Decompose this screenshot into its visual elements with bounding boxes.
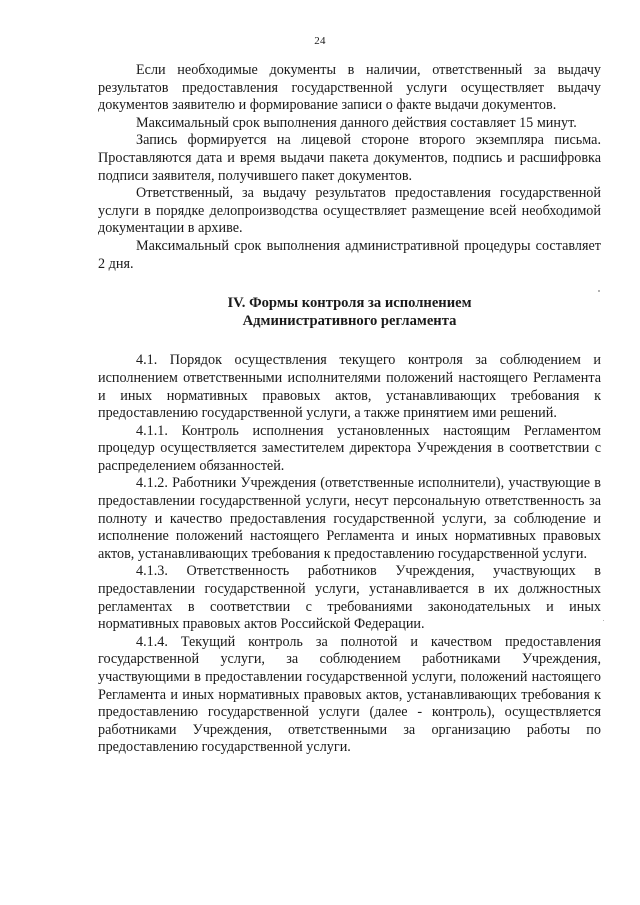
paragraph-4-1-4: 4.1.4. Текущий контроль за полнотой и качеством предоставления государственной услуги, за соблюдением работниками Учреждения, участвующими в предоставлении государственной услуги, положений настоящего Регламента и иных нормативных правовых актов, устанавливающих требования к предоставлению государственной услуги (далее - контроль), осуществляется работниками Учреждения, ответственными за организацию работы по предоставлению государственной услуги.: [98, 633, 601, 756]
paragraph-document-issue: Если необходимые документы в наличии, ответственный за выдачу результатов предоставления государственной услуги осуществляет выдачу документов заявителю и формирование записи о факте выдачи документов.: [98, 62, 601, 114]
paragraph-record-entry: Запись формируется на лицевой стороне второго экземпляра письма. Проставляются дата и время выдачи пакета документов, подпись и расшифровка подписи заявителя, получившего пакет документов.: [98, 132, 601, 184]
paragraph-issue-time-limit: Максимальный срок выполнения данного действия составляет 15 минут.: [136, 114, 577, 131]
paragraph-4-1-2: 4.1.2. Работники Учреждения (ответственные исполнители), участвующие в предоставлении государственной услуги, несут персональную ответственность за полноту и качество предоставления государственной услуги, за соблюдение и исполнение положений настоящего Регламента и иных нормативных правовых актов, устанавливающих требования к предоставлению государственной услуги.: [98, 475, 601, 562]
paragraph-archive-placement: Ответственный, за выдачу результатов предоставления государственной услуги в порядке делопроизводства осуществляет размещение всей необходимой документации в архиве.: [98, 185, 601, 237]
scan-speck: [598, 290, 600, 292]
section-heading: [98, 295, 601, 330]
paragraph-4-1: 4.1. Порядок осуществления текущего контроля за соблюдением и исполнением ответственными исполнителями положений настоящего Регламента и иных нормативных правовых актов, устанавливающих требования к предоставлению государственной услуги, а также принятием ими решений.: [98, 352, 601, 422]
paragraph-4-1-3: 4.1.3. Ответственность работников Учреждения, участвующих в предоставлении государственной услуги, устанавливается в их должностных регламентах в соответствии с требованиями законодательных и иных нормативных правовых актов Российской Федерации.: [98, 563, 601, 633]
paragraph-procedure-time-limit: Максимальный срок выполнения административной процедуры составляет 2 дня.: [98, 237, 601, 272]
document-body: [98, 62, 601, 757]
paragraph-4-1-1: 4.1.1. Контроль исполнения установленных настоящим Регламентом процедур осуществляется заместителем директора Учреждения в соответствии с распределением обязанностей.: [98, 422, 601, 474]
section-heading-line-1: IV. Формы контроля за исполнением: [227, 295, 472, 312]
page-number: 24: [314, 35, 326, 47]
section-heading-line-2: Административного регламента: [242, 312, 457, 329]
scan-speck: [603, 620, 604, 621]
